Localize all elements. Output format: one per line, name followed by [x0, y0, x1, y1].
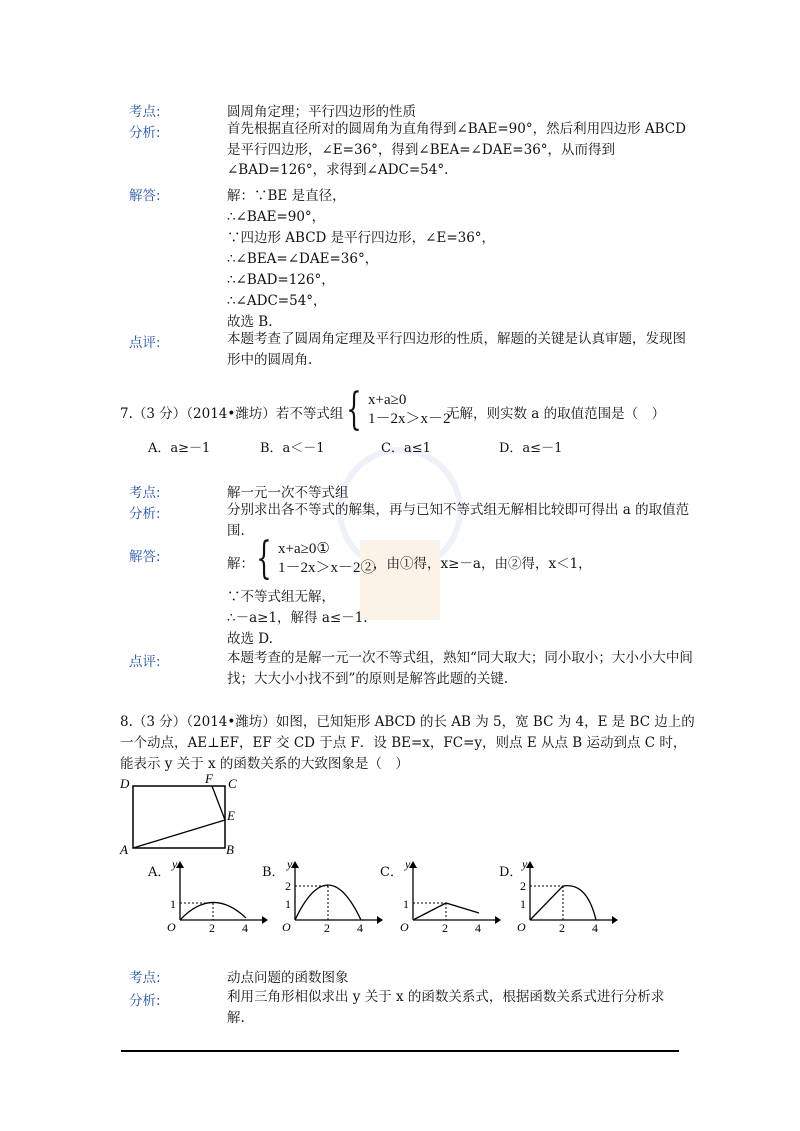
jieda-7-pre: 解：: [227, 556, 254, 572]
tick-2-y: 2: [285, 879, 291, 893]
jieda-system-line-2: 1－2x＞x－2②: [278, 560, 376, 576]
fenxi-label-7: 分析:: [129, 506, 161, 522]
kaodian-text-6: 圆周角定理；平行四边形的性质: [227, 104, 416, 120]
jieda-line-6-6: ∴∠ADC=54°，: [227, 293, 327, 309]
graph-option-a: [162, 856, 272, 936]
axis-y-label: y: [172, 857, 178, 871]
jieda-line-6-3: ∵四边形 ABCD 是平行四边形，∠E=36°，: [227, 230, 496, 246]
axis-y-label: y: [405, 857, 411, 871]
footer-rule: [121, 1050, 679, 1052]
origin-label: O: [517, 920, 526, 934]
kaodian-label-8: 考点:: [129, 970, 161, 986]
jieda-line-6-7: 故选 B.: [227, 314, 273, 330]
fenxi-label-6: 分析:: [129, 125, 161, 141]
dianping-label-7: 点评:: [129, 654, 161, 670]
dianping-label-6: 点评:: [129, 335, 161, 351]
jieda-system-line-1: x+a≥0①: [278, 541, 330, 557]
kaodian-label-6: 考点:: [129, 104, 161, 120]
jieda-line-6-1: 解：∵BE 是直径，: [227, 188, 346, 204]
fig-label-c: C: [228, 776, 237, 791]
question-7-system: [340, 384, 451, 435]
tick-4: 4: [242, 921, 248, 935]
jieda-line-7-2: ∴－a≥1，解得 a≤－1.: [227, 610, 368, 626]
jieda-label-6: 解答:: [129, 188, 161, 204]
brace-icon: {: [346, 384, 362, 435]
origin-label: O: [400, 920, 409, 934]
kaodian-text-8: 动点问题的函数图象: [227, 970, 349, 986]
kaodian-label-7: 考点:: [129, 485, 161, 501]
axis-y-label: y: [287, 857, 293, 871]
question-8-stem: 8.（3 分）（2014•潍坊）如图，已知矩形 ABCD 的长 AB 为 5，宽 BC 为 4，E 是 BC 边上的一个动点，AE⊥EF，EF 交 CD 于点 F．设 BE=x，FC=y，则点 E 从点 B 运动到点 C 时，能表示 y 关于 x 的函数关系的大致图象是（ ）: [120, 714, 695, 772]
tick-4: 4: [592, 921, 598, 935]
q7-option-b: B．a＜－1: [260, 441, 325, 456]
q8-option-a: A．: [148, 865, 171, 880]
graph-option-c: [395, 856, 505, 936]
tick-2: 2: [209, 921, 215, 935]
fig-label-a: A: [120, 842, 128, 857]
jieda-line-6-2: ∴∠BAE=90°，: [227, 209, 326, 225]
origin-label: O: [282, 920, 291, 934]
q8-option-b: B．: [262, 865, 285, 880]
axis-y-label: y: [522, 857, 528, 871]
jieda-label-7: 解答:: [129, 549, 161, 565]
tick-1: 1: [403, 897, 409, 911]
tick-1: 1: [285, 897, 291, 911]
system-line-1: x+a≥0: [368, 392, 407, 408]
q7-option-c: C．a≤1: [381, 441, 431, 456]
jieda-7-system: [250, 533, 376, 584]
tick-4: 4: [475, 921, 481, 935]
fenxi-text-7: 分别求出各不等式的解集，再与已知不等式组无解相比较即可得出 a 的取值范围.: [227, 502, 690, 539]
jieda-line-7-1: ∵不等式组无解，: [227, 589, 335, 605]
jieda-line-6-4: ∴∠BEA=∠DAE=36°，: [227, 251, 379, 267]
brace-icon: {: [256, 533, 272, 584]
fenxi-text-6: 首先根据直径所对的圆周角为直角得到∠BAE=90°，然后利用四边形 ABCD 是平行四边形，∠E=36°，得到∠BEA=∠DAE=36°，从而得到∠BAD=126°，求得到∠ADC=54°.: [227, 121, 686, 178]
dianping-text-6: 本题考查了圆周角定理及平行四边形的性质，解题的关键是认真审题，发现图形中的圆周角.: [227, 331, 686, 368]
jieda-line-6-5: ∴∠BAD=126°，: [227, 272, 335, 288]
q8-option-c: C．: [380, 865, 403, 880]
origin-label: O: [167, 920, 176, 934]
tick-2-y: 2: [520, 879, 526, 893]
q7-option-a: A．a≥－1: [148, 441, 211, 456]
tick-1: 1: [170, 897, 176, 911]
fenxi-label-8: 分析:: [129, 993, 161, 1009]
fenxi-text-8: 利用三角形相似求出 y 关于 x 的函数关系式，根据函数关系式进行分析求解.: [227, 989, 665, 1026]
graph-option-d: [512, 856, 622, 936]
jieda-7-post: ，由①得，x≥－a，由②得，x＜1，: [373, 556, 592, 572]
jieda-line-7-3: 故选 D.: [227, 631, 273, 647]
question-7-stem-pre: 7.（3 分）（2014•潍坊）若不等式组: [120, 406, 344, 422]
q8-option-d: D．: [499, 865, 523, 880]
fig-label-f: F: [205, 774, 213, 786]
graph-option-b: [277, 856, 387, 936]
system-line-2: 1－2x＞x－2: [368, 411, 451, 427]
tick-1: 1: [520, 897, 526, 911]
tick-2: 2: [559, 921, 565, 935]
fig-label-d: D: [120, 776, 130, 791]
fig-label-e: E: [227, 808, 235, 823]
tick-2: 2: [324, 921, 330, 935]
dianping-text-7: 本题考查的是解一元一次不等式组，熟知“同大取大；同小取小；大小小大中间找；大大小小找不到”的原则是解答此题的关键.: [227, 650, 693, 687]
question-7-stem-post: 无解，则实数 a 的取值范围是（ ）: [446, 406, 666, 422]
tick-4: 4: [357, 921, 363, 935]
fig-label-b: B: [226, 842, 234, 857]
q7-option-d: D．a≤－1: [499, 441, 563, 456]
kaodian-text-7: 解一元一次不等式组: [227, 485, 349, 501]
tick-2: 2: [442, 921, 448, 935]
rectangle-figure: [118, 774, 248, 860]
